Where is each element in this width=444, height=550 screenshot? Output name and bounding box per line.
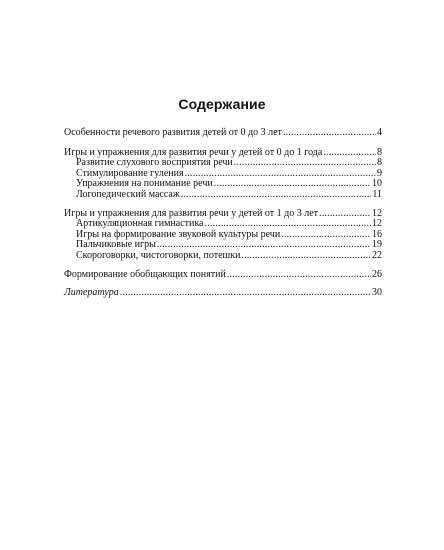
toc-subentry-page: 9 [377, 167, 382, 179]
dot-leader [181, 190, 372, 201]
toc-subentry-title: Пальчиковые игры [76, 239, 156, 251]
dot-leader [281, 230, 371, 241]
toc-subentry-page: 19 [372, 239, 382, 251]
dot-leader [120, 288, 371, 299]
toc-subentry-title: Артикуляционная гимнастика [76, 218, 204, 230]
toc-entry [64, 288, 382, 299]
toc-entry [64, 270, 382, 281]
dot-leader [241, 251, 371, 262]
toc-subentry-title: Развитие слухового восприятия речи [76, 157, 233, 169]
table-of-contents [64, 128, 382, 299]
toc-entry-page: 12 [372, 207, 382, 219]
toc-subentry-title: Скороговорки, чистоговорки, потешки [76, 249, 241, 261]
dot-leader [214, 179, 371, 190]
toc-subentry-title: Логопедический массаж [76, 188, 180, 200]
toc-subentry-title: Игры на формирование звуковой культуры речи [76, 228, 281, 240]
toc-subentry-page: 10 [372, 178, 382, 190]
toc-entry-page: 26 [372, 268, 382, 280]
dot-leader [319, 209, 371, 220]
dot-leader [227, 270, 371, 281]
toc-subentry-title: Упражнения на понимание речи [76, 178, 213, 190]
toc-subentry-title: Стимулирование гуления [76, 167, 184, 179]
toc-entry-title: Игры и упражнения для развития речи у детей от 1 до 3 лет [64, 207, 319, 219]
toc-subentry [64, 190, 382, 201]
toc-subentry-page: 12 [372, 218, 382, 230]
dot-leader [234, 158, 376, 169]
toc-entry-title: Литература [64, 287, 119, 299]
toc-subentry-page: 22 [372, 249, 382, 261]
toc-entry-page: 8 [377, 146, 382, 158]
toc-entry-title: Особенности речевого развития детей от 0 до 3 лет [64, 127, 282, 138]
toc-entry-page: 30 [372, 287, 382, 299]
toc-subentry-page: 11 [372, 188, 382, 200]
toc-entry-title: Формирование обобщающих понятий [64, 268, 226, 280]
toc-subentry [64, 251, 382, 262]
toc-entry [64, 128, 382, 139]
toc-entry-title: Игры и упражнения для развития речи у детей от 0 до 1 года [64, 146, 323, 158]
dot-leader [185, 169, 376, 180]
dot-leader [323, 148, 376, 159]
toc-subentry-page: 8 [377, 157, 382, 169]
toc-entry-page: 4 [377, 127, 382, 138]
page-title: Содержание [178, 96, 266, 112]
dot-leader [283, 128, 376, 139]
toc-subentry-page: 16 [372, 228, 382, 240]
